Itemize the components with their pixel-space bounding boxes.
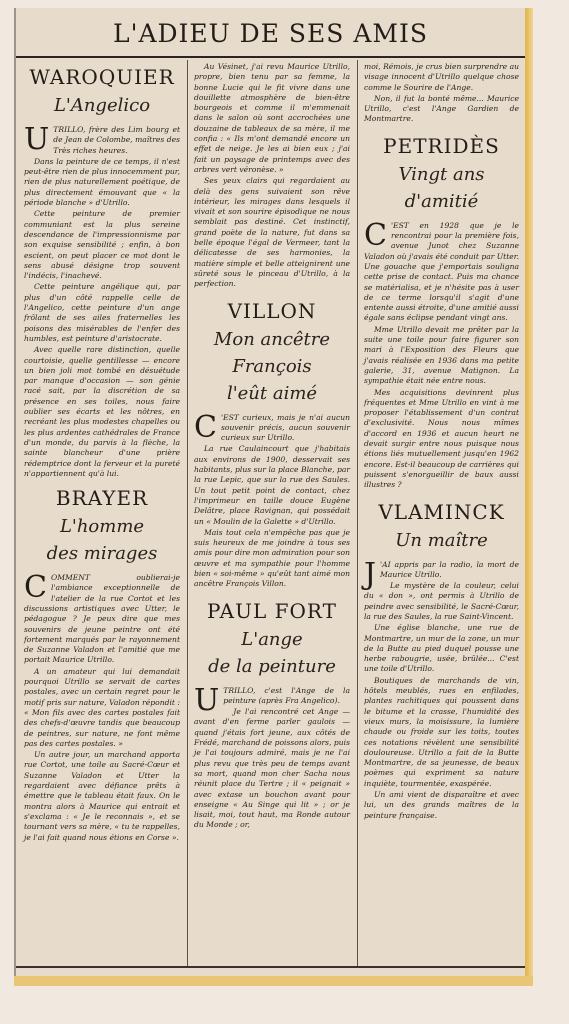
subtitle-paul-fort-line1: L'ange bbox=[241, 628, 303, 650]
paragraph: Ses yeux clairs qui regardaient au delà des gens suivaient son rêve intérieur, les mirages dans lesquels il vivait et son sourire épisodique ne nous semblait pas destiné. Cet instinctif, grand poète de la nature, fut dans sa belle époque l'égal de Vermeer, tant la délicatesse de ses harmonies, la matière simple et belle atteignirent une sûreté sous le pinceau d'Utrillo, à la perfection. bbox=[194, 176, 350, 289]
body-vlaminck bbox=[364, 556, 519, 821]
artist-name-waroquier: WAROQUIER bbox=[29, 65, 175, 89]
dropcap-paul-fort: U bbox=[194, 682, 220, 718]
paragraph: 'EST en 1928 que je le rencontrai pour la première fois, avenue Junot chez Suzanne Valadon où j'avais été conduit par Utter. Une gouache que j'emportais souligna cette prise de contact. Puis ma chance se matérialisa, et je n'hésite pas à user de ce terme lorsqu'il s'agit d'une entente aussi étroite, d'une amitié aussi égale sans éclipse pendant vingt ans. bbox=[364, 220, 519, 323]
paragraph: Je l'ai rencontré cet Ange — avant d'en ferme parler gaulois — quand j'étais fort jeune, aux côtés de Frédé, marchand de poissons alors, puis je l'ai toujours admiré, mais je ne l'ai plus revu que très peu de temps avant sa mort, quand mon cher Sacha nous réunit place du Tertre ; il « peignait » avec extase un bouchon avant pour enseigne « Au Singe qui lit » ; or je lisait, moi, tout haut, ma Ronde autour du Monde ; or, bbox=[194, 707, 350, 830]
paragraph: Un ami vient de disparaître et avec lui, un des grands maîtres de la peinture française. bbox=[364, 790, 519, 820]
subtitle-villon-line3: l'eût aimé bbox=[226, 382, 318, 404]
headline-rule bbox=[16, 56, 525, 58]
article-paul-fort bbox=[194, 598, 350, 831]
paragraph: La rue Caulaincourt que j'habitais aux environs de 1900, desservait ses habitants, plus sur la place Blanche, par la rue Lepic, que sur la rue des Saules. Un tout petit point de contact, chez l'imprimeur en taille douce Eugène Delâtre, place Ravignan, qui possédait un « Moulin de la Galette » d'Utrillo. bbox=[194, 444, 350, 526]
paragraph: Cette peinture de premier communiant est la plus sereine descendance de l'impressionnisme par son exquise sensibilité ; enfin, à bon escient, on peut placer ce mot dont le sens abusé désigne trop souvent l'indécis, l'inachevé. bbox=[24, 209, 180, 281]
paragraph: Un autre jour, un marchand apporta rue Cortot, une toile au Sacré-Cœur et Suzanne Valadon et Utter la regardaient avec défiance prêts à émettre que le tableau était faux. On le montra alors à Maurice qui entrait et s'exclama : « Je le reconnais », et se tournant vers sa mère, « tu te rappelles, je l'ai fait quand nous étions en Corse ». bbox=[24, 750, 180, 842]
body-brayer bbox=[24, 570, 180, 843]
paragraph: 'EST curieux, mais je n'ai aucun souvenir précis, aucun souvenir curieux sur Utrillo. bbox=[220, 412, 350, 443]
body-villon bbox=[194, 409, 350, 590]
artist-name-brayer: BRAYER bbox=[55, 486, 149, 511]
article-petrides bbox=[364, 133, 519, 491]
paragraph: Non, il fut la bonté même... Maurice Utrillo, c'est l'Ange Gardien de Montmartre. bbox=[364, 93, 519, 124]
subtitle-petrides-line1: Vingt ans bbox=[398, 163, 485, 185]
body-waroquier bbox=[24, 122, 180, 479]
paragraph: Mais tout cela n'empêche pas que je suis heureux de me joindre à tous ses amis pour dire mon admiration pour son œuvre et ma sympathie pour l'homme bien « soi-même » qu'eût tant aimé mon ancêtre François Villon. bbox=[194, 527, 350, 589]
article-brayer bbox=[24, 485, 180, 843]
bottom-rule bbox=[16, 966, 525, 968]
paragraph: Mes acquisitions devinrent plus fréquentes et Mme Utrillo en vint à me proposer l'établissement d'un contrat d'exclusivité. Nous nous mîmes d'accord en 1936 et aucun heurt ne devait surgir entre nous puisque nous étions liés mutuellement jusqu'en 1962 encore. Est-il beaucoup de carrières qui puissent s'enorgueillir de baux aussi illustres ? bbox=[364, 387, 519, 490]
paragraph: A un amateur qui lui demandait pourquoi Utrillo se servait de cartes postales, avec un certain regret pour le motif pris sur nature, Valadon répondit : « Mon fils avec des cartes postales fait des chefs-d'œuvre tandis que beaucoup de peintres, sur nature, ne font même pas des cartes postales. » bbox=[24, 666, 180, 748]
dropcap-vlaminck: J bbox=[364, 556, 377, 592]
paragraph: Mme Utrillo devait me prêter par la suite une toile pour faire figurer son mari à l'Exposition des Fleurs que j'avais réalisée en 1936 dans ma petite galerie, 31, avenue Matignon. La sympathie était née entre nous. bbox=[364, 324, 519, 386]
article-vlaminck bbox=[364, 499, 519, 821]
paragraph: 'AI appris par la radio, la mort de Maurice Utrillo. bbox=[380, 559, 519, 579]
paragraph: Boutiques de marchands de vin, hôtels meublés, rues en enfilades, plantes rachitiques qui poussent dans le bitume et la crasse, l'humidité des vieux murs, la moisissure, la lumière chaude ou froide sur les toits, toutes ces notations révèlent une sensibilité douloureuse. Utrillo a fait de la Butte Montmartre, de sa jeunesse, de beaux poèmes qui expriment sa nature inquiète, tourmentée, exaspérée. bbox=[364, 675, 519, 788]
subtitle-villon-line2: François bbox=[232, 355, 312, 377]
body-paul-fort bbox=[194, 682, 350, 831]
paragraph: Dans la peinture de ce temps, il n'est peut-être rien de plus innocemment pur, rien de plus naturellement poétique, de plus directement émouvant que « la période blanche » d'Utrillo. bbox=[24, 156, 180, 208]
dropcap-waroquier: U bbox=[24, 122, 50, 157]
artist-name-paul-fort: PAUL FORT bbox=[207, 598, 337, 623]
paragraph: TRILLO, c'est l'Ange de la peinture (après Fra Angelico). bbox=[223, 685, 350, 705]
subtitle-villon-line1: Mon ancêtre bbox=[213, 328, 331, 350]
page-edge-yellowing bbox=[525, 8, 533, 976]
artist-name-vlaminck: VLAMINCK bbox=[378, 499, 505, 524]
subtitle-brayer-line2: des mirages bbox=[46, 543, 158, 565]
paragraph: Une église blanche, une rue de Montmartre, un mur de la zone, un mur de la Butte au pied duquel pousse une herbe rabougrie, usée, brûlée... C'est une toile d'Utrillo. bbox=[364, 623, 519, 674]
paragraph: Le mystère de la couleur, celui du « don », ont permis à Utrillo de peindre avec sensibilité, le Sacré-Cœur, la rue des Saules, la rue Saint-Vincent. bbox=[364, 581, 519, 621]
subtitle-brayer-line1: L'homme bbox=[59, 516, 145, 538]
paragraph: Avec quelle rare distinction, quelle courtoisie, quelle gentillesse — encore un bien joli mot tombé en désuétude par manque d'occasion — son génie racé sait, par la discrétion de sa présence en ses toiles, nous faire oublier ses écarts et les nôtres, en recréant les plus modestes chapelles ou les plus ardentes cathédrales de France d'un monde, du parvis à la flèche, la sainte blancheur d'une prière rédemptrice dont la ferveur et la pureté n'appartiennent qu'à lui. bbox=[24, 345, 180, 478]
artist-name-petrides: PETRIDÈS bbox=[383, 133, 500, 158]
body-paul-fort-continued bbox=[364, 62, 519, 125]
column-rule-2 bbox=[357, 60, 358, 966]
headline: L'ADIEU DE SES AMIS bbox=[112, 19, 429, 48]
body-brayer-continued bbox=[194, 62, 350, 290]
subtitle-waroquier: L'Angelico bbox=[53, 95, 151, 116]
article-villon bbox=[194, 298, 350, 590]
dropcap-brayer: C bbox=[24, 570, 47, 606]
paragraph: moi, Rémois, je crus bien surprendre au visage innocent d'Utrillo quelque chose comme le Sourire de l'Ange. bbox=[364, 62, 519, 92]
body-petrides bbox=[364, 217, 519, 491]
column-rule-1 bbox=[187, 60, 188, 966]
column-right bbox=[364, 62, 519, 822]
subtitle-vlaminck: Un maître bbox=[395, 529, 488, 551]
paragraph: TRILLO, frère des Lim bourg et de Jean de Colombe, maîtres des Très riches heures. bbox=[53, 125, 180, 155]
paragraph: OMMENT oublierai-je l'ambiance exceptionnelle de l'atelier de la rue Cortot et les discussions artistiques avec Utter, le pédagogue ? Je peux dire que mes souvenirs de jeune peintre ont été fortement marqués par le rayonnement de Suzanne Valadon et l'amitié que me portait Maurice Utrillo. bbox=[24, 573, 180, 665]
dropcap-villon: C bbox=[194, 409, 217, 445]
column-left bbox=[24, 60, 180, 844]
paragraph: Cette peinture angélique qui, par plus d'un côté rappelle celle de l'Angelico, cette peinture d'un ange frôlant de ses ailes fraternelles les poisons des misérables de l'enfer des humbles, est peinture d'aristocrate. bbox=[24, 282, 180, 343]
dropcap-petrides: C bbox=[364, 217, 387, 253]
column-middle bbox=[194, 62, 350, 832]
subtitle-paul-fort-line2: de la peinture bbox=[208, 655, 336, 677]
paragraph: Au Vésinet, j'ai revu Maurice Utrillo, propre, bien tenu par sa femme, la bonne Lucie qui le fit vivre dans une douillette atmosphère de bien-être bourgeois et comme il m'emmenait dans le salon où sont accrochées une douzaine de tableaux de sa mère, il me confia : « Ils m'ont demandé encore un effet de neige. Je les ai bien eux ; j'ai fait un paysage de printemps avec des arbres vert véronèse. » bbox=[194, 62, 350, 174]
artist-name-villon: VILLON bbox=[227, 298, 317, 323]
bottom-stain bbox=[14, 976, 533, 986]
subtitle-petrides-line2: d'amitié bbox=[404, 190, 479, 212]
article-waroquier bbox=[24, 64, 180, 479]
